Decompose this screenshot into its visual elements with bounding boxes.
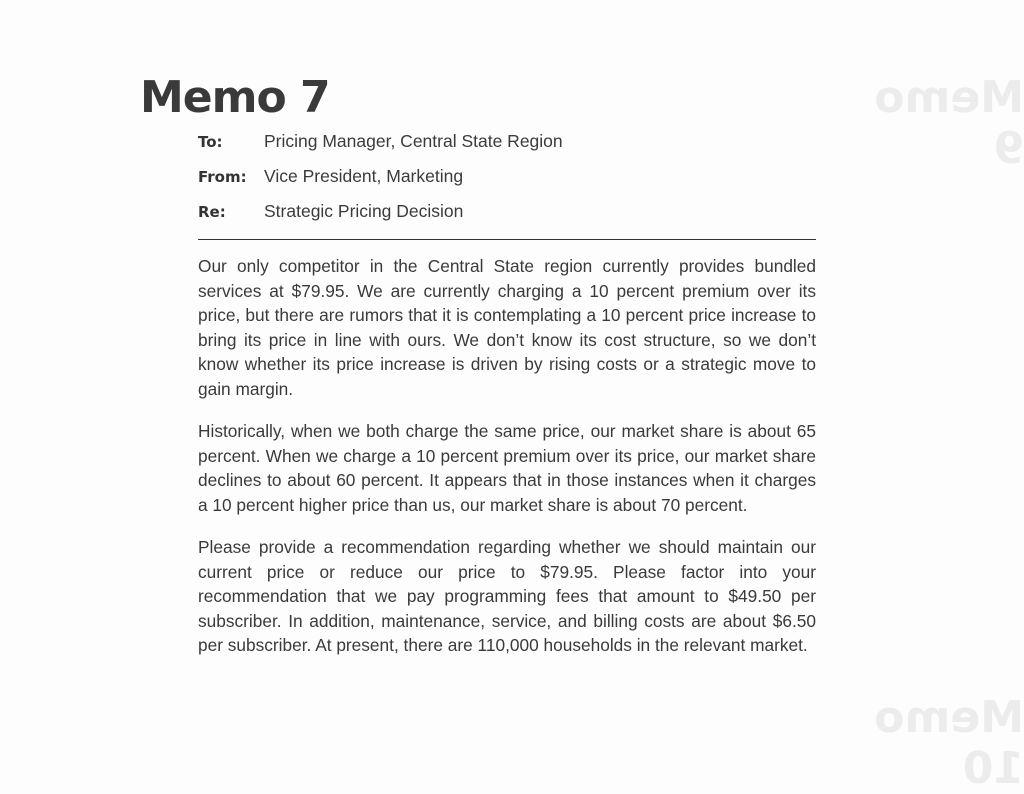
from-label: From: xyxy=(198,168,247,186)
to-label: To: xyxy=(198,133,223,151)
header-divider xyxy=(198,239,816,240)
paragraph-1: Our only competitor in the Central State region currently provides bundled services at $79.95. We are currently charging a 10 percent premium over its price, but there are rumors that it is contemplating a 10 percent price increase to bring its price in line with ours. We don’t know its cost structure, so we don’t know whether its price increase is driven by rising costs or a strategic move to gain margin. xyxy=(198,256,816,399)
re-value: Strategic Pricing Decision xyxy=(264,201,464,221)
bleed-through-title: Memo 9 xyxy=(874,72,1024,174)
memo-re-row xyxy=(198,201,463,222)
paragraph-2: Historically, when we both charge the same price, our market share is about 65 percent. When we charge a 10 percent premium over its price, our market share declines to about 60 percent. It appears that in those instances when it charges a 10 percent higher price than us, our market share is about 70 percent. xyxy=(198,421,816,515)
memo-body xyxy=(198,254,816,676)
re-label: Re: xyxy=(198,203,226,221)
from-value: Vice President, Marketing xyxy=(264,166,464,186)
bleed-through-title-bottom: Memo 10 xyxy=(874,692,1024,794)
memo-title: Memo 7 xyxy=(140,72,330,123)
memo-to-row xyxy=(198,131,563,152)
to-value: Pricing Manager, Central State Region xyxy=(264,131,563,151)
memo-from-row xyxy=(198,166,463,187)
paragraph-3: Please provide a recommendation regarding whether we should maintain our current price or reduce our price to $79.95. Please factor into your recommendation that we pay programming fees that amount to $49.50 per subscriber. In addition, maintenance, service, and billing costs are about $6.50 per subscriber. At present, there are 110,000 households in the relevant market. xyxy=(198,537,816,655)
